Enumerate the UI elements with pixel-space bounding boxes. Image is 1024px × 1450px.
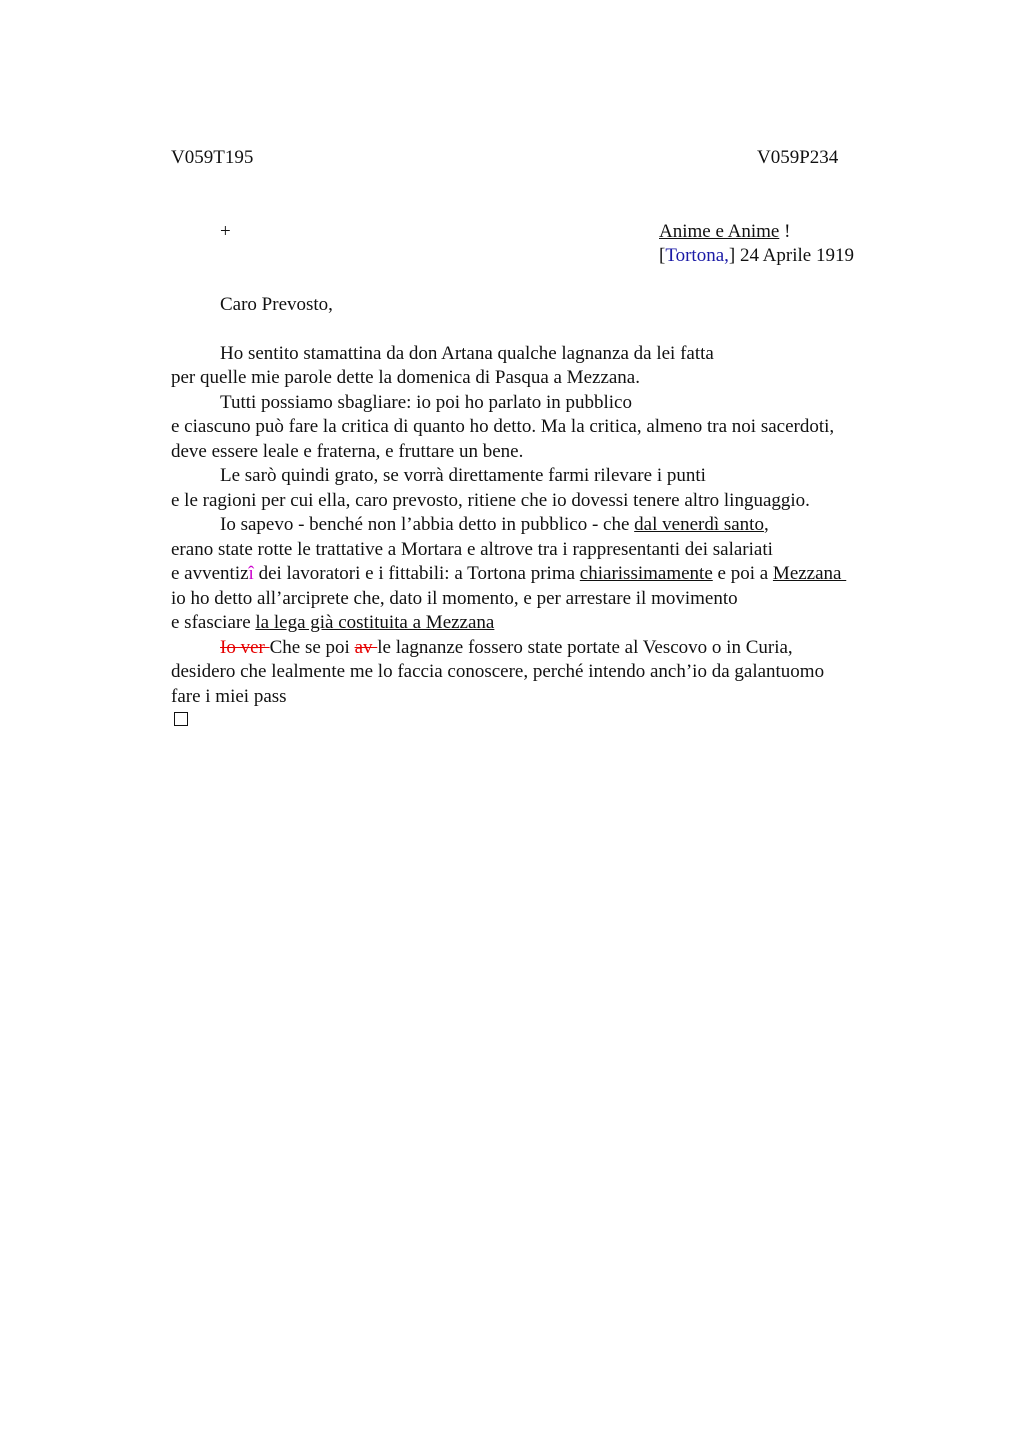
place-name: Tortona,: [665, 245, 729, 266]
place-date: [659, 244, 854, 268]
text-run: Che se poi: [269, 637, 355, 658]
underlined-text: dal venerdì santo: [634, 514, 764, 535]
highlighted-char: î: [248, 563, 254, 584]
deleted-text: av: [354, 637, 378, 658]
body-line: e le ragioni per cui ella, caro prevosto, ritiene che io dovessi tenere altro linguaggio.: [171, 490, 810, 511]
cross-mark: +: [220, 221, 231, 242]
underlined-text: Mezzana: [772, 563, 847, 584]
letter-date: ] 24 Aprile 1919: [728, 245, 854, 266]
text-run: le lagnanze fossero state portate al Vescovo o in Curia,: [377, 637, 793, 658]
title-text: Anime e Anime: [659, 221, 780, 242]
text-run: e sfasciare: [171, 612, 256, 633]
body-line: io ho detto all’arciprete che, dato il momento, e per arrestare il movimento: [171, 588, 738, 609]
document-code-left: V059T195: [171, 147, 254, 168]
body-line: [220, 513, 769, 537]
deleted-text: Io ver: [220, 637, 270, 658]
body-line: Tutti possiamo sbagliare: io poi ho parlato in pubblico: [220, 392, 632, 413]
body-line: erano state rotte le trattative a Mortara e altrove tra i rappresentanti dei salariati: [171, 539, 773, 560]
underlined-text: la lega già costituita a Mezzana: [255, 612, 495, 633]
body-line: [171, 611, 494, 635]
text-run: ,: [763, 514, 769, 535]
document-code-right: V059P234: [757, 147, 839, 168]
text-run: Io sapevo - benché non l’abbia detto in pubblico - che: [220, 514, 635, 535]
body-line: deve essere leale e fraterna, e fruttare un bene.: [171, 441, 524, 462]
salutation: Caro Prevosto,: [220, 294, 333, 315]
body-line: desidero che lealmente me lo faccia conoscere, perché intendo anch’io da galantuomo: [171, 661, 825, 682]
letter-title: [659, 220, 790, 244]
text-run: dei lavoratori e i fittabili: a Tortona prima: [253, 563, 580, 584]
place-bracket: [: [659, 245, 666, 266]
body-line: fare i miei pass: [171, 686, 287, 707]
body-line: Le sarò quindi grato, se vorrà direttamente farmi rilevare i punti: [220, 465, 706, 486]
body-line: Ho sentito stamattina da don Artana qualche lagnanza da lei fatta: [220, 343, 714, 364]
body-line: [171, 562, 846, 586]
body-line: [220, 636, 793, 660]
text-run: e poi a: [712, 563, 773, 584]
empty-box-marker: [174, 712, 188, 726]
text-run: e avventiz: [171, 563, 249, 584]
body-line: e ciascuno può fare la critica di quanto ho detto. Ma la critica, almeno tra noi sacerdoti,: [171, 416, 835, 437]
body-line: per quelle mie parole dette la domenica di Pasqua a Mezzana.: [171, 367, 640, 388]
title-exclaim: !: [779, 221, 791, 242]
underlined-text: chiarissimamente: [579, 563, 713, 584]
